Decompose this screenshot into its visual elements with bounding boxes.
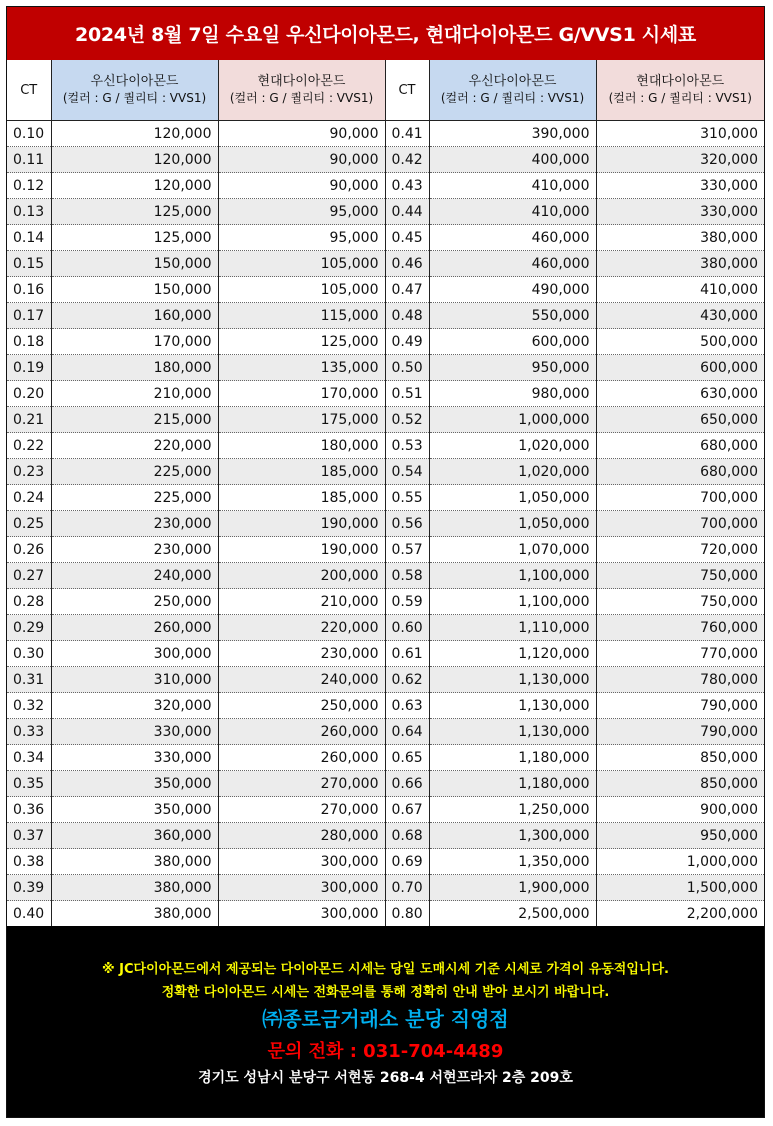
- price-table: [7, 60, 764, 927]
- table-row: [7, 745, 764, 771]
- woosin-price-cell: 250,000: [51, 589, 218, 615]
- woosin-price-cell: 120,000: [51, 121, 218, 147]
- woosin-price-cell: 1,130,000: [429, 693, 596, 719]
- header-label: 현대다이아몬드: [636, 74, 725, 89]
- ct-cell: 0.33: [7, 719, 51, 745]
- ct-cell: 0.11: [7, 147, 51, 173]
- woosin-price-cell: 1,180,000: [429, 771, 596, 797]
- ct-cell: 0.66: [385, 771, 429, 797]
- ct-cell: 0.17: [7, 303, 51, 329]
- woosin-price-cell: 1,100,000: [429, 589, 596, 615]
- table-row: [7, 797, 764, 823]
- hyundai-price-cell: 700,000: [596, 485, 764, 511]
- header-woosin-right: [429, 60, 596, 121]
- price-sheet: [6, 6, 765, 1118]
- hyundai-price-cell: 380,000: [596, 225, 764, 251]
- ct-cell: 0.25: [7, 511, 51, 537]
- woosin-price-cell: 400,000: [429, 147, 596, 173]
- woosin-price-cell: 330,000: [51, 719, 218, 745]
- woosin-price-cell: 1,120,000: [429, 641, 596, 667]
- ct-cell: 0.64: [385, 719, 429, 745]
- woosin-price-cell: 980,000: [429, 381, 596, 407]
- ct-cell: 0.56: [385, 511, 429, 537]
- hyundai-price-cell: 190,000: [218, 511, 385, 537]
- table-row: [7, 693, 764, 719]
- hyundai-price-cell: 90,000: [218, 147, 385, 173]
- ct-cell: 0.13: [7, 199, 51, 225]
- woosin-price-cell: 120,000: [51, 147, 218, 173]
- ct-cell: 0.34: [7, 745, 51, 771]
- table-row: [7, 433, 764, 459]
- woosin-price-cell: 230,000: [51, 511, 218, 537]
- ct-cell: 0.48: [385, 303, 429, 329]
- ct-cell: 0.80: [385, 901, 429, 927]
- hyundai-price-cell: 320,000: [596, 147, 764, 173]
- woosin-price-cell: 380,000: [51, 875, 218, 901]
- hyundai-price-cell: 300,000: [218, 875, 385, 901]
- hyundai-price-cell: 760,000: [596, 615, 764, 641]
- ct-cell: 0.10: [7, 121, 51, 147]
- woosin-price-cell: 1,050,000: [429, 511, 596, 537]
- header-label: 우신다이아몬드: [468, 74, 557, 89]
- hyundai-price-cell: 790,000: [596, 719, 764, 745]
- woosin-price-cell: 225,000: [51, 459, 218, 485]
- table-row: [7, 485, 764, 511]
- hyundai-price-cell: 790,000: [596, 693, 764, 719]
- hyundai-price-cell: 115,000: [218, 303, 385, 329]
- ct-cell: 0.16: [7, 277, 51, 303]
- header-label: 현대다이아몬드: [257, 74, 346, 89]
- woosin-price-cell: 380,000: [51, 901, 218, 927]
- hyundai-price-cell: 300,000: [218, 901, 385, 927]
- hyundai-price-cell: 780,000: [596, 667, 764, 693]
- ct-cell: 0.50: [385, 355, 429, 381]
- ct-cell: 0.43: [385, 173, 429, 199]
- hyundai-price-cell: 630,000: [596, 381, 764, 407]
- ct-cell: 0.53: [385, 433, 429, 459]
- woosin-price-cell: 320,000: [51, 693, 218, 719]
- header-hyundai-left: [218, 60, 385, 121]
- ct-cell: 0.14: [7, 225, 51, 251]
- woosin-price-cell: 170,000: [51, 329, 218, 355]
- hyundai-price-cell: 105,000: [218, 251, 385, 277]
- woosin-price-cell: 360,000: [51, 823, 218, 849]
- hyundai-price-cell: 700,000: [596, 511, 764, 537]
- woosin-price-cell: 1,020,000: [429, 433, 596, 459]
- table-row: [7, 407, 764, 433]
- hyundai-price-cell: 170,000: [218, 381, 385, 407]
- hyundai-price-cell: 500,000: [596, 329, 764, 355]
- woosin-price-cell: 180,000: [51, 355, 218, 381]
- hyundai-price-cell: 850,000: [596, 745, 764, 771]
- woosin-price-cell: 410,000: [429, 173, 596, 199]
- hyundai-price-cell: 230,000: [218, 641, 385, 667]
- ct-cell: 0.39: [7, 875, 51, 901]
- table-row: [7, 901, 764, 927]
- table-row: [7, 641, 764, 667]
- ct-cell: 0.19: [7, 355, 51, 381]
- woosin-price-cell: 1,070,000: [429, 537, 596, 563]
- header-sublabel: (컬러 : G / 퀄리티 : VVS1): [62, 91, 207, 105]
- hyundai-price-cell: 280,000: [218, 823, 385, 849]
- woosin-price-cell: 1,020,000: [429, 459, 596, 485]
- woosin-price-cell: 300,000: [51, 641, 218, 667]
- table-row: [7, 173, 764, 199]
- hyundai-price-cell: 185,000: [218, 485, 385, 511]
- woosin-price-cell: 1,100,000: [429, 563, 596, 589]
- woosin-price-cell: 1,900,000: [429, 875, 596, 901]
- hyundai-price-cell: 185,000: [218, 459, 385, 485]
- woosin-price-cell: 390,000: [429, 121, 596, 147]
- ct-cell: 0.52: [385, 407, 429, 433]
- contact-phone: 문의 전화 : 031-704-4489: [267, 1041, 504, 1062]
- ct-cell: 0.38: [7, 849, 51, 875]
- hyundai-price-cell: 1,500,000: [596, 875, 764, 901]
- ct-cell: 0.49: [385, 329, 429, 355]
- hyundai-price-cell: 330,000: [596, 173, 764, 199]
- ct-cell: 0.35: [7, 771, 51, 797]
- ct-cell: 0.54: [385, 459, 429, 485]
- woosin-price-cell: 125,000: [51, 199, 218, 225]
- table-row: [7, 849, 764, 875]
- ct-cell: 0.68: [385, 823, 429, 849]
- hyundai-price-cell: 410,000: [596, 277, 764, 303]
- hyundai-price-cell: 720,000: [596, 537, 764, 563]
- table-row: [7, 537, 764, 563]
- table-row: [7, 147, 764, 173]
- hyundai-price-cell: 300,000: [218, 849, 385, 875]
- header-hyundai-right: [596, 60, 764, 121]
- ct-cell: 0.51: [385, 381, 429, 407]
- woosin-price-cell: 210,000: [51, 381, 218, 407]
- ct-cell: 0.20: [7, 381, 51, 407]
- ct-cell: 0.31: [7, 667, 51, 693]
- woosin-price-cell: 490,000: [429, 277, 596, 303]
- company-address: 경기도 성남시 분당구 서현동 268-4 서현프라자 2층 209호: [198, 1070, 573, 1086]
- woosin-price-cell: 2,500,000: [429, 901, 596, 927]
- ct-cell: 0.59: [385, 589, 429, 615]
- table-row: [7, 381, 764, 407]
- woosin-price-cell: 225,000: [51, 485, 218, 511]
- hyundai-price-cell: 135,000: [218, 355, 385, 381]
- table-row: [7, 459, 764, 485]
- table-row: [7, 563, 764, 589]
- hyundai-price-cell: 770,000: [596, 641, 764, 667]
- hyundai-price-cell: 180,000: [218, 433, 385, 459]
- hyundai-price-cell: 250,000: [218, 693, 385, 719]
- woosin-price-cell: 550,000: [429, 303, 596, 329]
- footer-panel: [7, 926, 764, 1117]
- woosin-price-cell: 1,050,000: [429, 485, 596, 511]
- ct-cell: 0.21: [7, 407, 51, 433]
- table-row: [7, 199, 764, 225]
- footer-notice-1: ※ JC다이아몬드에서 제공되는 다이아몬드 시세는 당일 도매시세 기준 시세로 가격이 유동적입니다.: [102, 962, 669, 977]
- woosin-price-cell: 1,300,000: [429, 823, 596, 849]
- woosin-price-cell: 125,000: [51, 225, 218, 251]
- header-label: 우신다이아몬드: [90, 74, 179, 89]
- woosin-price-cell: 240,000: [51, 563, 218, 589]
- woosin-price-cell: 1,180,000: [429, 745, 596, 771]
- table-header-row: [7, 60, 764, 121]
- ct-cell: 0.55: [385, 485, 429, 511]
- ct-cell: 0.61: [385, 641, 429, 667]
- ct-cell: 0.32: [7, 693, 51, 719]
- ct-cell: 0.60: [385, 615, 429, 641]
- ct-cell: 0.41: [385, 121, 429, 147]
- hyundai-price-cell: 260,000: [218, 745, 385, 771]
- hyundai-price-cell: 680,000: [596, 433, 764, 459]
- hyundai-price-cell: 240,000: [218, 667, 385, 693]
- hyundai-price-cell: 750,000: [596, 589, 764, 615]
- hyundai-price-cell: 850,000: [596, 771, 764, 797]
- footer-notice-2: 정확한 다이아몬드 시세는 전화문의를 통해 정확히 안내 받아 보시기 바랍니다.: [161, 985, 610, 1000]
- ct-cell: 0.30: [7, 641, 51, 667]
- table-row: [7, 615, 764, 641]
- ct-cell: 0.26: [7, 537, 51, 563]
- ct-cell: 0.28: [7, 589, 51, 615]
- ct-cell: 0.22: [7, 433, 51, 459]
- hyundai-price-cell: 680,000: [596, 459, 764, 485]
- header-ct-left: CT: [7, 60, 51, 121]
- ct-cell: 0.46: [385, 251, 429, 277]
- woosin-price-cell: 260,000: [51, 615, 218, 641]
- ct-cell: 0.45: [385, 225, 429, 251]
- ct-cell: 0.40: [7, 901, 51, 927]
- woosin-price-cell: 150,000: [51, 277, 218, 303]
- header-sublabel: (컬러 : G / 퀄리티 : VVS1): [608, 91, 752, 105]
- ct-cell: 0.18: [7, 329, 51, 355]
- woosin-price-cell: 410,000: [429, 199, 596, 225]
- woosin-price-cell: 350,000: [51, 797, 218, 823]
- table-row: [7, 823, 764, 849]
- woosin-price-cell: 1,130,000: [429, 719, 596, 745]
- table-row: [7, 719, 764, 745]
- ct-cell: 0.12: [7, 173, 51, 199]
- ct-cell: 0.57: [385, 537, 429, 563]
- hyundai-price-cell: 750,000: [596, 563, 764, 589]
- hyundai-price-cell: 190,000: [218, 537, 385, 563]
- hyundai-price-cell: 380,000: [596, 251, 764, 277]
- hyundai-price-cell: 105,000: [218, 277, 385, 303]
- hyundai-price-cell: 650,000: [596, 407, 764, 433]
- hyundai-price-cell: 210,000: [218, 589, 385, 615]
- hyundai-price-cell: 2,200,000: [596, 901, 764, 927]
- woosin-price-cell: 120,000: [51, 173, 218, 199]
- table-row: [7, 303, 764, 329]
- hyundai-price-cell: 260,000: [218, 719, 385, 745]
- table-row: [7, 511, 764, 537]
- hyundai-price-cell: 330,000: [596, 199, 764, 225]
- woosin-price-cell: 380,000: [51, 849, 218, 875]
- table-row: [7, 355, 764, 381]
- hyundai-price-cell: 600,000: [596, 355, 764, 381]
- hyundai-price-cell: 90,000: [218, 121, 385, 147]
- ct-cell: 0.47: [385, 277, 429, 303]
- ct-cell: 0.27: [7, 563, 51, 589]
- woosin-price-cell: 220,000: [51, 433, 218, 459]
- page-title: 2024년 8월 7일 수요일 우신다이아몬드, 현대다이아몬드 G/VVS1 시세표: [7, 7, 764, 60]
- table-row: [7, 329, 764, 355]
- table-row: [7, 771, 764, 797]
- ct-cell: 0.24: [7, 485, 51, 511]
- hyundai-price-cell: 90,000: [218, 173, 385, 199]
- company-name: ㈜종로금거래소 분당 직영점: [262, 1007, 509, 1031]
- ct-cell: 0.37: [7, 823, 51, 849]
- woosin-price-cell: 1,110,000: [429, 615, 596, 641]
- woosin-price-cell: 460,000: [429, 225, 596, 251]
- woosin-price-cell: 950,000: [429, 355, 596, 381]
- price-table-body: [7, 121, 764, 927]
- hyundai-price-cell: 95,000: [218, 225, 385, 251]
- ct-cell: 0.69: [385, 849, 429, 875]
- table-row: [7, 277, 764, 303]
- header-sublabel: (컬러 : G / 퀄리티 : VVS1): [440, 91, 585, 105]
- ct-cell: 0.44: [385, 199, 429, 225]
- table-row: [7, 121, 764, 147]
- ct-cell: 0.23: [7, 459, 51, 485]
- woosin-price-cell: 310,000: [51, 667, 218, 693]
- woosin-price-cell: 350,000: [51, 771, 218, 797]
- hyundai-price-cell: 270,000: [218, 771, 385, 797]
- woosin-price-cell: 1,350,000: [429, 849, 596, 875]
- header-sublabel: (컬러 : G / 퀄리티 : VVS1): [229, 91, 374, 105]
- hyundai-price-cell: 125,000: [218, 329, 385, 355]
- hyundai-price-cell: 95,000: [218, 199, 385, 225]
- woosin-price-cell: 600,000: [429, 329, 596, 355]
- header-ct-right: CT: [385, 60, 429, 121]
- ct-cell: 0.62: [385, 667, 429, 693]
- hyundai-price-cell: 430,000: [596, 303, 764, 329]
- ct-cell: 0.67: [385, 797, 429, 823]
- table-row: [7, 875, 764, 901]
- woosin-price-cell: 1,130,000: [429, 667, 596, 693]
- hyundai-price-cell: 175,000: [218, 407, 385, 433]
- woosin-price-cell: 230,000: [51, 537, 218, 563]
- hyundai-price-cell: 950,000: [596, 823, 764, 849]
- ct-cell: 0.65: [385, 745, 429, 771]
- woosin-price-cell: 1,000,000: [429, 407, 596, 433]
- ct-cell: 0.36: [7, 797, 51, 823]
- header-woosin-left: [51, 60, 218, 121]
- ct-cell: 0.63: [385, 693, 429, 719]
- table-row: [7, 225, 764, 251]
- ct-cell: 0.29: [7, 615, 51, 641]
- woosin-price-cell: 330,000: [51, 745, 218, 771]
- table-row: [7, 251, 764, 277]
- woosin-price-cell: 1,250,000: [429, 797, 596, 823]
- hyundai-price-cell: 220,000: [218, 615, 385, 641]
- ct-cell: 0.70: [385, 875, 429, 901]
- ct-cell: 0.42: [385, 147, 429, 173]
- hyundai-price-cell: 270,000: [218, 797, 385, 823]
- hyundai-price-cell: 900,000: [596, 797, 764, 823]
- woosin-price-cell: 215,000: [51, 407, 218, 433]
- woosin-price-cell: 150,000: [51, 251, 218, 277]
- table-row: [7, 589, 764, 615]
- woosin-price-cell: 460,000: [429, 251, 596, 277]
- table-row: [7, 667, 764, 693]
- hyundai-price-cell: 310,000: [596, 121, 764, 147]
- hyundai-price-cell: 200,000: [218, 563, 385, 589]
- ct-cell: 0.15: [7, 251, 51, 277]
- hyundai-price-cell: 1,000,000: [596, 849, 764, 875]
- woosin-price-cell: 160,000: [51, 303, 218, 329]
- ct-cell: 0.58: [385, 563, 429, 589]
